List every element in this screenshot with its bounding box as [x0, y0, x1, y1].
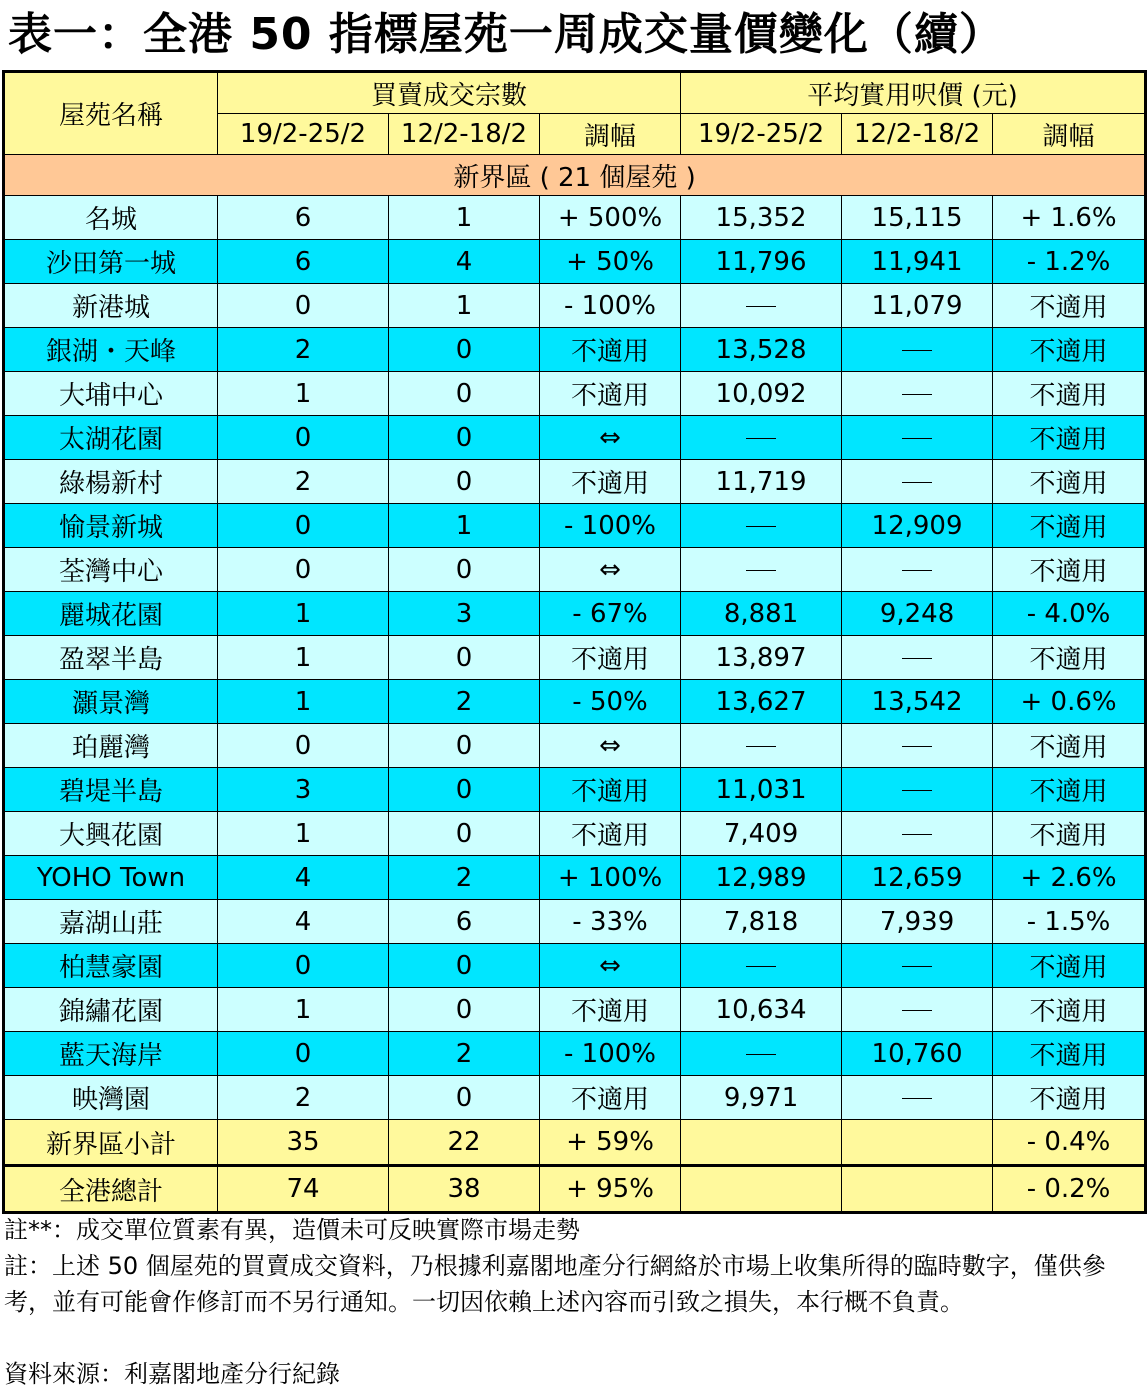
vol-change-cell: - 50%: [540, 680, 681, 724]
estate-table: [2, 70, 1147, 1214]
dash-mark: [746, 526, 776, 527]
data-source: 資料來源：利嘉閣地產分行紀錄: [4, 1360, 340, 1388]
table-row: [4, 592, 1146, 636]
dash-mark: [902, 658, 932, 659]
dash-mark: [746, 438, 776, 439]
price-change-cell: - 1.5%: [993, 900, 1146, 944]
vol-change-cell: - 100%: [540, 284, 681, 328]
table-row: [4, 680, 1146, 724]
price-week1-cell: [681, 724, 842, 768]
vol-week2-cell: 3: [389, 592, 540, 636]
price-week1-cell: 7,409: [681, 812, 842, 856]
vol-week2-cell: 0: [389, 372, 540, 416]
region-label: 新界區 ( 21 個屋苑 ): [4, 155, 1146, 196]
estate-name-cell: 灝景灣: [4, 680, 218, 724]
vol-change-cell: 不適用: [540, 988, 681, 1032]
price-week1-cell: 10,092: [681, 372, 842, 416]
price-week2-cell: [842, 372, 993, 416]
vol-week2-cell: 0: [389, 944, 540, 988]
vol-week2-cell: 1: [389, 504, 540, 548]
price-week2-cell: 11,941: [842, 240, 993, 284]
vol-week2-cell: 0: [389, 724, 540, 768]
vol-week2-cell: 2: [389, 680, 540, 724]
vol-week1-cell: 2: [218, 460, 389, 504]
dash-mark: [746, 570, 776, 571]
estate-name-cell: 愉景新城: [4, 504, 218, 548]
price-week2-cell: 11,079: [842, 284, 993, 328]
vol-change-cell: + 59%: [540, 1120, 681, 1166]
price-week1-cell: 10,634: [681, 988, 842, 1032]
price-week1-cell: [681, 944, 842, 988]
price-change-cell: 不適用: [993, 988, 1146, 1032]
price-change-cell: 不適用: [993, 548, 1146, 592]
price-change-cell: - 0.2%: [993, 1166, 1146, 1213]
price-change-cell: + 0.6%: [993, 680, 1146, 724]
price-week2-cell: [842, 1166, 993, 1213]
header-price-group: 平均實用呎價 (元): [681, 72, 1146, 114]
table-row: [4, 724, 1146, 768]
price-week2-cell: [842, 724, 993, 768]
dash-mark: [902, 1010, 932, 1011]
vol-change-cell: ⇔: [540, 724, 681, 768]
estate-name-cell: 荃灣中心: [4, 548, 218, 592]
table-row: [4, 416, 1146, 460]
vol-change-cell: 不適用: [540, 372, 681, 416]
vol-change-cell: - 100%: [540, 504, 681, 548]
vol-week2-cell: 38: [389, 1166, 540, 1213]
note-1: 註**：成交單位質素有異，造價未可反映實際市場走勢: [4, 1216, 580, 1244]
dash-mark: [746, 306, 776, 307]
vol-week1-cell: 0: [218, 548, 389, 592]
price-change-cell: 不適用: [993, 460, 1146, 504]
header-estate-name: 屋苑名稱: [4, 72, 218, 155]
estate-name-cell: 全港總計: [4, 1166, 218, 1213]
header-volume-group: 買賣成交宗數: [218, 72, 681, 114]
price-change-cell: - 1.2%: [993, 240, 1146, 284]
vol-change-cell: ⇔: [540, 416, 681, 460]
price-change-cell: 不適用: [993, 812, 1146, 856]
vol-week2-cell: 2: [389, 856, 540, 900]
price-week1-cell: 13,897: [681, 636, 842, 680]
table-row: [4, 1032, 1146, 1076]
price-week1-cell: 11,719: [681, 460, 842, 504]
table-row: [4, 328, 1146, 372]
price-week1-cell: [681, 548, 842, 592]
price-week1-cell: 11,031: [681, 768, 842, 812]
price-change-cell: - 4.0%: [993, 592, 1146, 636]
vol-week1-cell: 1: [218, 680, 389, 724]
dash-mark: [902, 1098, 932, 1099]
price-change-cell: 不適用: [993, 636, 1146, 680]
table-row: [4, 812, 1146, 856]
vol-week2-cell: 0: [389, 988, 540, 1032]
vol-week1-cell: 1: [218, 372, 389, 416]
vol-week2-cell: 22: [389, 1120, 540, 1166]
vol-week2-cell: 0: [389, 768, 540, 812]
table-row: [4, 900, 1146, 944]
vol-week2-cell: 0: [389, 328, 540, 372]
estate-name-cell: 麗城花園: [4, 592, 218, 636]
vol-change-cell: - 67%: [540, 592, 681, 636]
vol-change-cell: ⇔: [540, 548, 681, 592]
vol-week1-cell: 4: [218, 900, 389, 944]
vol-change-cell: 不適用: [540, 460, 681, 504]
estate-name-cell: 藍天海岸: [4, 1032, 218, 1076]
header-row-top: [4, 72, 1146, 114]
vol-change-cell: 不適用: [540, 768, 681, 812]
price-week1-cell: 12,989: [681, 856, 842, 900]
estate-name-cell: 沙田第一城: [4, 240, 218, 284]
vol-week2-cell: 6: [389, 900, 540, 944]
vol-week2-cell: 0: [389, 548, 540, 592]
price-week1-cell: [681, 416, 842, 460]
price-week2-cell: [842, 988, 993, 1032]
dash-mark: [902, 394, 932, 395]
region-row: [4, 155, 1146, 196]
price-change-cell: 不適用: [993, 372, 1146, 416]
price-week2-cell: [842, 636, 993, 680]
price-week2-cell: [842, 1120, 993, 1166]
vol-week1-cell: 74: [218, 1166, 389, 1213]
price-change-cell: - 0.4%: [993, 1120, 1146, 1166]
table-row: [4, 548, 1146, 592]
price-week1-cell: [681, 1166, 842, 1213]
vol-week2-cell: 0: [389, 636, 540, 680]
dash-mark: [902, 482, 932, 483]
estate-name-cell: 太湖花園: [4, 416, 218, 460]
dash-mark: [902, 570, 932, 571]
table-row: [4, 240, 1146, 284]
price-change-cell: 不適用: [993, 328, 1146, 372]
estate-name-cell: 大興花園: [4, 812, 218, 856]
vol-week1-cell: 6: [218, 196, 389, 240]
price-change-cell: 不適用: [993, 944, 1146, 988]
price-change-cell: 不適用: [993, 1076, 1146, 1120]
estate-name-cell: 名城: [4, 196, 218, 240]
vol-week2-cell: 1: [389, 284, 540, 328]
vol-change-cell: + 95%: [540, 1166, 681, 1213]
vol-week2-cell: 1: [389, 196, 540, 240]
vol-week2-cell: 2: [389, 1032, 540, 1076]
vol-week1-cell: 2: [218, 328, 389, 372]
price-week2-cell: 7,939: [842, 900, 993, 944]
price-change-cell: + 2.6%: [993, 856, 1146, 900]
dash-mark: [902, 746, 932, 747]
vol-week1-cell: 1: [218, 592, 389, 636]
price-week1-cell: 11,796: [681, 240, 842, 284]
header-price-change: 調幅: [993, 114, 1146, 155]
vol-week2-cell: 0: [389, 812, 540, 856]
dash-mark: [902, 790, 932, 791]
vol-change-cell: ⇔: [540, 944, 681, 988]
dash-mark: [746, 966, 776, 967]
price-week1-cell: 13,627: [681, 680, 842, 724]
table-row: [4, 856, 1146, 900]
price-week2-cell: 10,760: [842, 1032, 993, 1076]
dash-mark: [902, 834, 932, 835]
price-change-cell: 不適用: [993, 768, 1146, 812]
table-row: [4, 988, 1146, 1032]
price-week2-cell: [842, 1076, 993, 1120]
vol-week1-cell: 1: [218, 988, 389, 1032]
table-row: [4, 504, 1146, 548]
price-week1-cell: 7,818: [681, 900, 842, 944]
vol-change-cell: + 100%: [540, 856, 681, 900]
dash-mark: [902, 350, 932, 351]
vol-change-cell: 不適用: [540, 328, 681, 372]
price-week1-cell: 13,528: [681, 328, 842, 372]
vol-week1-cell: 3: [218, 768, 389, 812]
price-week2-cell: 13,542: [842, 680, 993, 724]
price-week1-cell: 8,881: [681, 592, 842, 636]
header-vol-week2: 12/2-18/2: [389, 114, 540, 155]
dash-mark: [746, 746, 776, 747]
total-row: [4, 1166, 1146, 1213]
vol-week1-cell: 0: [218, 416, 389, 460]
notes: [4, 1212, 1144, 1320]
dash-mark: [902, 966, 932, 967]
vol-week2-cell: 4: [389, 240, 540, 284]
price-change-cell: 不適用: [993, 284, 1146, 328]
price-week2-cell: [842, 944, 993, 988]
vol-week1-cell: 0: [218, 724, 389, 768]
vol-week1-cell: 1: [218, 636, 389, 680]
vol-change-cell: + 50%: [540, 240, 681, 284]
price-change-cell: 不適用: [993, 416, 1146, 460]
table-row: [4, 944, 1146, 988]
subtotal-row: [4, 1120, 1146, 1166]
price-week2-cell: [842, 328, 993, 372]
price-week2-cell: [842, 768, 993, 812]
table-row: [4, 460, 1146, 504]
estate-name-cell: 珀麗灣: [4, 724, 218, 768]
vol-change-cell: - 100%: [540, 1032, 681, 1076]
price-week2-cell: 15,115: [842, 196, 993, 240]
table-row: [4, 768, 1146, 812]
vol-week1-cell: 4: [218, 856, 389, 900]
price-week1-cell: [681, 1120, 842, 1166]
header-price-week1: 19/2-25/2: [681, 114, 842, 155]
vol-change-cell: + 500%: [540, 196, 681, 240]
estate-name-cell: 映灣園: [4, 1076, 218, 1120]
vol-week1-cell: 2: [218, 1076, 389, 1120]
price-change-cell: 不適用: [993, 724, 1146, 768]
vol-week1-cell: 0: [218, 284, 389, 328]
vol-week1-cell: 35: [218, 1120, 389, 1166]
estate-name-cell: 碧堤半島: [4, 768, 218, 812]
estate-name-cell: YOHO Town: [4, 856, 218, 900]
price-week2-cell: 12,659: [842, 856, 993, 900]
table-row: [4, 196, 1146, 240]
vol-week1-cell: 6: [218, 240, 389, 284]
vol-change-cell: 不適用: [540, 1076, 681, 1120]
table-row: [4, 636, 1146, 680]
price-week2-cell: [842, 460, 993, 504]
price-change-cell: + 1.6%: [993, 196, 1146, 240]
vol-week2-cell: 0: [389, 460, 540, 504]
price-week1-cell: [681, 504, 842, 548]
vol-week1-cell: 0: [218, 504, 389, 548]
table-row: [4, 372, 1146, 416]
note-2: 註：上述 50 個屋苑的買賣成交資料，乃根據利嘉閣地產分行網絡於市場上收集所得的臨時數字，僅供參考，並有可能會作修訂而不另行通知。一切因依賴上述內容而引致之損失，本行概不負責。: [4, 1252, 1106, 1316]
price-week2-cell: [842, 416, 993, 460]
price-week2-cell: 9,248: [842, 592, 993, 636]
estate-name-cell: 錦繡花園: [4, 988, 218, 1032]
estate-name-cell: 新港城: [4, 284, 218, 328]
table-row: [4, 1076, 1146, 1120]
dash-mark: [746, 1054, 776, 1055]
price-week1-cell: 9,971: [681, 1076, 842, 1120]
estate-name-cell: 新界區小計: [4, 1120, 218, 1166]
vol-week1-cell: 0: [218, 1032, 389, 1076]
estate-name-cell: 嘉湖山莊: [4, 900, 218, 944]
dash-mark: [902, 438, 932, 439]
vol-week1-cell: 0: [218, 944, 389, 988]
price-week2-cell: 12,909: [842, 504, 993, 548]
vol-change-cell: - 33%: [540, 900, 681, 944]
price-week2-cell: [842, 548, 993, 592]
vol-change-cell: 不適用: [540, 812, 681, 856]
price-change-cell: 不適用: [993, 504, 1146, 548]
vol-week2-cell: 0: [389, 416, 540, 460]
estate-name-cell: 銀湖・天峰: [4, 328, 218, 372]
vol-week2-cell: 0: [389, 1076, 540, 1120]
price-change-cell: 不適用: [993, 1032, 1146, 1076]
estate-name-cell: 盈翠半島: [4, 636, 218, 680]
price-week2-cell: [842, 812, 993, 856]
table-title: 表一：全港 50 指標屋苑一周成交量價變化（續）: [8, 9, 1004, 60]
estate-name-cell: 大埔中心: [4, 372, 218, 416]
price-week1-cell: [681, 1032, 842, 1076]
price-week1-cell: [681, 284, 842, 328]
vol-week1-cell: 1: [218, 812, 389, 856]
table-row: [4, 284, 1146, 328]
estate-name-cell: 綠楊新村: [4, 460, 218, 504]
price-week1-cell: 15,352: [681, 196, 842, 240]
header-vol-week1: 19/2-25/2: [218, 114, 389, 155]
header-price-week2: 12/2-18/2: [842, 114, 993, 155]
estate-name-cell: 柏慧豪園: [4, 944, 218, 988]
header-vol-change: 調幅: [540, 114, 681, 155]
vol-change-cell: 不適用: [540, 636, 681, 680]
